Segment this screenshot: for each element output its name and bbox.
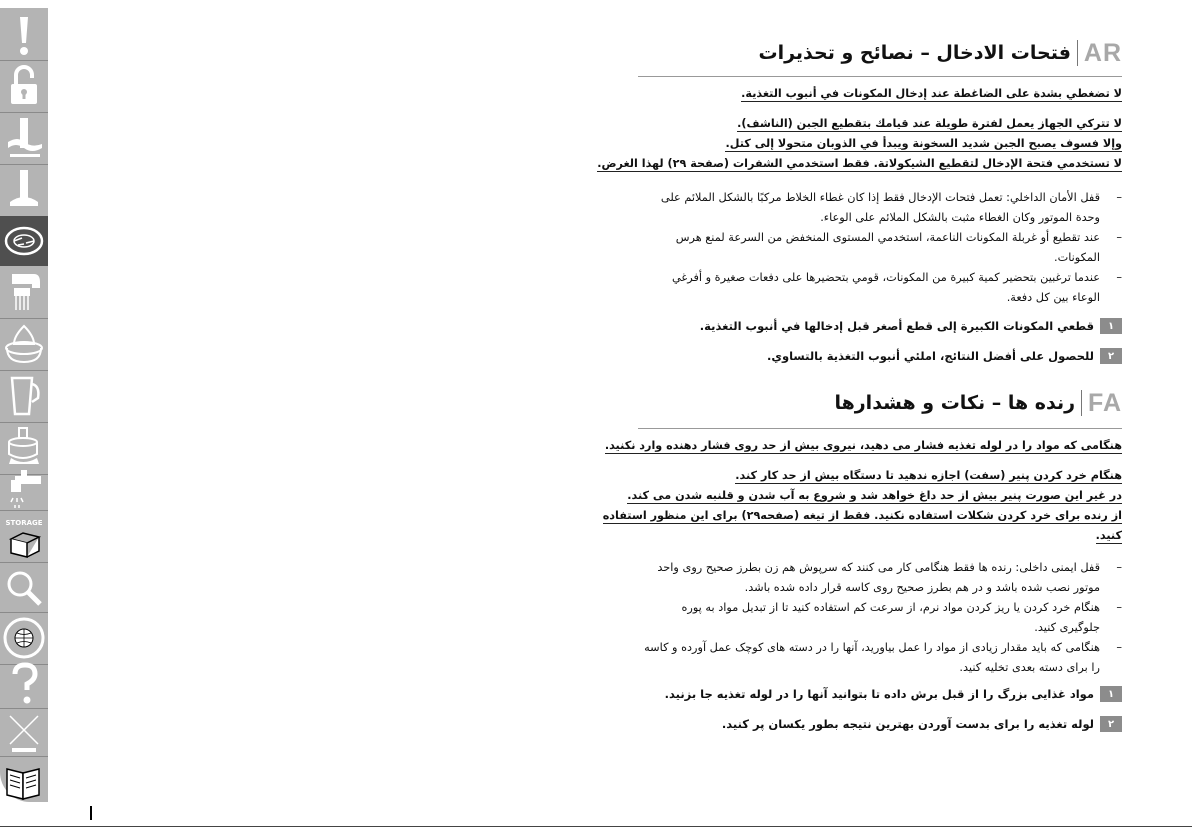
bullet-item: – هنگامی که باید مقدار زیادی از مواد را عمل بیاورید، آنها را در دسته های کوچک عمل آورده و کاسه را برای دسته بعدی تخلیه کنید. — [644, 641, 1122, 674]
blade-icon[interactable] — [0, 114, 48, 162]
warning-line: هنگام خرد کردن پنیر (سفت) اجازه ندهید تا دستگاه بیش از حد کار کند. — [735, 469, 1122, 482]
step-item — [767, 348, 1122, 364]
step-item — [722, 716, 1122, 732]
manual-book-icon[interactable] — [0, 758, 48, 806]
step-text: للحصول على أفضل النتائج، املئي أنبوب التغذية بالتساوي. — [767, 349, 1094, 363]
disc-icon[interactable] — [0, 216, 48, 266]
section-code-ar: AR — [1083, 38, 1122, 67]
storage-icon[interactable] — [0, 514, 48, 562]
warning-line: کنید. — [1095, 529, 1122, 542]
warning-line: لا تستخدمي فتحة الإدخال لتقطيع الشيكولاتة. فقط استخدمي الشفرات (صفحة ٢٩) لهذا الغرض. — [597, 157, 1122, 170]
step-item — [700, 318, 1122, 334]
step-text: لوله تغذیه را برای بدست آوردن بهترین نتیجه بطور یکسان پر کنید. — [721, 717, 1094, 731]
step-text: مواد غذایی بزرگ را از قبل برش داده تا بتوانید آنها را در لوله تغذیه جا بزنید. — [664, 687, 1094, 701]
food-processor-icon[interactable] — [0, 424, 48, 472]
bottom-rule — [0, 826, 1192, 827]
warning-line: هنگامی که مواد را در لوله تغذیه فشار می دهید، نیروی بیش از حد روی فشار دهنده وارد نکنید. — [604, 439, 1122, 452]
crossed-bin-icon[interactable] — [0, 708, 48, 756]
bullet-item: – قفل الأمان الداخلي: تعمل فتحات الإدخال فقط إذا كان غطاء الخلاط مركبًا بالشكل الملائم على وحدة الموتور وكان الغطاء مثبت بالشكل الملائم على الوعاء. — [660, 191, 1122, 224]
header-divider — [1077, 40, 1078, 66]
warning-line: در غیر این صورت پنیر بیش از حد داغ خواهد شد و شروع به آب شدن و قلنبه شدن می کند. — [627, 489, 1122, 502]
step-number: ١ — [1100, 686, 1122, 702]
warning-line: لا تضغطي بشدة على الضاغطة عند إدخال المكونات في أنبوب التغذية. — [741, 87, 1122, 100]
step-number: ٢ — [1100, 716, 1122, 732]
step-number: ١ — [1100, 318, 1122, 334]
warning-line: وإلا فسوف يصبح الجبن شديد السخونة ويبدأ في الذوبان متحولا إلى كتل. — [725, 137, 1122, 150]
question-icon[interactable] — [0, 660, 48, 708]
section-code-fa: FA — [1088, 388, 1122, 417]
warning-line: از رنده برای خرد کردن شکلات استفاده نکنید. فقط از تیغه (صفحه۲۹) برای این منظور استفاده — [602, 509, 1122, 522]
header-rule-fa — [638, 428, 1122, 429]
header-rule-ar — [638, 76, 1122, 77]
section-header-fa — [834, 386, 1122, 420]
warning-line: لا تتركي الجهاز يعمل لفترة طويلة عند قيامك بتقطيع الجبن (الناشف). — [737, 117, 1122, 130]
step-number: ٢ — [1100, 348, 1122, 364]
mixer-icon[interactable] — [0, 268, 48, 316]
dough-blade-icon[interactable] — [0, 166, 48, 214]
bullet-item: – هنگام خرد کردن یا ریز کردن مواد نرم، از سرعت کم استفاده کنید تا از تبدیل مواد به پوره جلوگیری کنید. — [681, 601, 1122, 634]
magnifier-icon[interactable] — [0, 564, 48, 612]
section-title-ar: فتحات الادخال – نصائح و تحذيرات — [758, 42, 1071, 64]
bullet-item: – عندما ترغبين بتحضير كمية كبيرة من المكونات، قومي بتحضيرها على دفعات صغيرة و أفرغي الوعاء بين كل دفعة. — [671, 271, 1122, 304]
step-text: قطعي المكونات الكبيرة إلى قطع أصغر قبل إدخالها في أنبوب التغذية. — [699, 319, 1094, 333]
tap-icon[interactable] — [0, 466, 48, 514]
warning-icon[interactable] — [0, 12, 48, 60]
svg-text:STORAGE: STORAGE — [5, 519, 43, 527]
citrus-juicer-icon[interactable] — [0, 320, 48, 368]
world-wide-guarantee-icon[interactable] — [0, 614, 48, 662]
section-header-ar — [758, 36, 1122, 70]
bullet-item: – عند تقطيع أو غربلة المكونات الناعمة، استخدمي المستوى المنخفض من السرعة لمنع هرس المكونات. — [675, 231, 1122, 264]
sidebar-nav — [0, 8, 48, 802]
step-item — [665, 686, 1122, 702]
page-marker — [90, 806, 92, 820]
jug-icon[interactable] — [0, 372, 48, 420]
header-divider — [1081, 390, 1082, 416]
unlock-icon[interactable] — [0, 62, 48, 110]
section-title-fa: رنده ها – نکات و هشدارها — [834, 392, 1076, 414]
bullet-item: – قفل ایمنی داخلی: رنده ها فقط هنگامی کار می کنند که سرپوش هم زن بطرز صحیح روی واحد موتور نصب شده باشد و در هم بطرز صحیح روی کاسه قرار داده شده باشد. — [657, 561, 1122, 594]
